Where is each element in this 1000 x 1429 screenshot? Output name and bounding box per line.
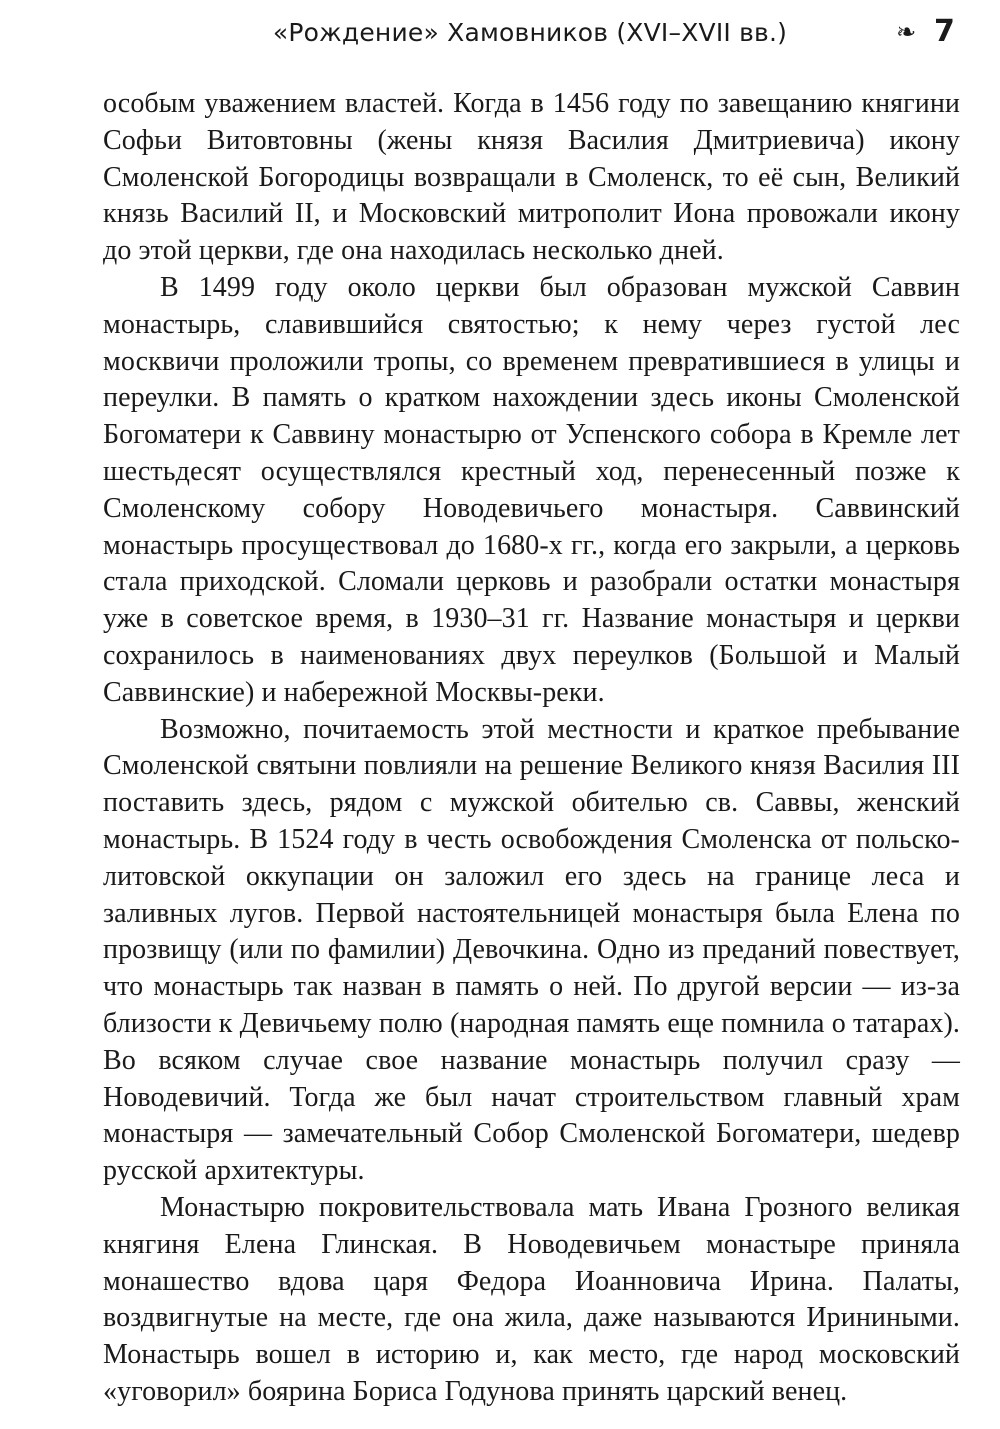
running-title: «Рождение» Хамовников (XVI–XVII вв.) — [272, 18, 788, 47]
paragraph-continued: особым уважением властей. Когда в 1456 году по завещанию княгини Софьи Витовтовны (жены князя Василия Дмитриевича) икону Смоленской Богородицы возвращали в Смоленск, то её сын, Великий князь Василий II, и Московский митрополит Иона провожали икону до этой церкви, где она находилась несколько дней. — [103, 88, 960, 267]
body-text — [103, 86, 960, 1411]
paragraph-savvin-monastery: В 1499 году около церкви был образован мужской Саввин монастырь, славившийся святостью; к нему через густой лес москвичи проложили тропы, со временем превратившиеся в улицы и переулки. В память о кратком нахождении здесь иконы Смоленской Богоматери к Саввину монастырю от Успенского собора в Кремле лет шестьдесят осуществлялся крестный ход, перенесенный позже к Смоленскому собору Новодевичьего монастыря. Саввинский монастырь просуществовал до 1680-х гг., когда его закрыли, а церковь стала приходской. Сломали церковь и разобрали остатки монастыря уже в советское время, в 1930–31 гг. Название монастыря и церкви сохранилось в наименованиях двух переулков (Большой и Малый Саввинские) и набережной Москвы-реки. — [103, 271, 960, 708]
page-header — [0, 14, 1000, 58]
fleuron-icon: ❧ — [896, 18, 917, 46]
paragraph-patronage: Монастырю покровительствовала мать Ивана Грозного великая княгиня Елена Глинская. В Новодевичьем монастыре приняла монашество вдова царя Федора Иоанновича Ирина. Палаты, воздвигнутые на месте, где она жила, даже называются Ириниными. Монастырь вошел в историю и, как место, где народ московский «уговорил» боярина Бориса Годунова принять царский венец. — [103, 1191, 960, 1407]
page-number: 7 — [934, 14, 955, 49]
paragraph-novodevichy-founding: Возможно, почитаемость этой местности и краткое пребывание Смоленской святыни повлияли на решение Великого князя Василия III поставить здесь, рядом с мужской обителью св. Саввы, женский монастырь. В 1524 году в честь освобождения Смоленска от польско-литовской оккупации он заложил его здесь на границе леса и заливных лугов. Первой настоятельницей монастыря была Елена по прозвищу (или по фамилии) Девочкина. Одно из преданий повествует, что монастырь так назван в память о ней. По другой версии — из-за близости к Девичьему полю (народная память еще помнила о татарах). Во всяком случае свое название монастырь получил сразу — Новодевичий. Тогда же был начат строительством главный храм монастыря — замечательный Собор Смоленской Богоматери, шедевр русской архитектуры. — [103, 713, 960, 1187]
